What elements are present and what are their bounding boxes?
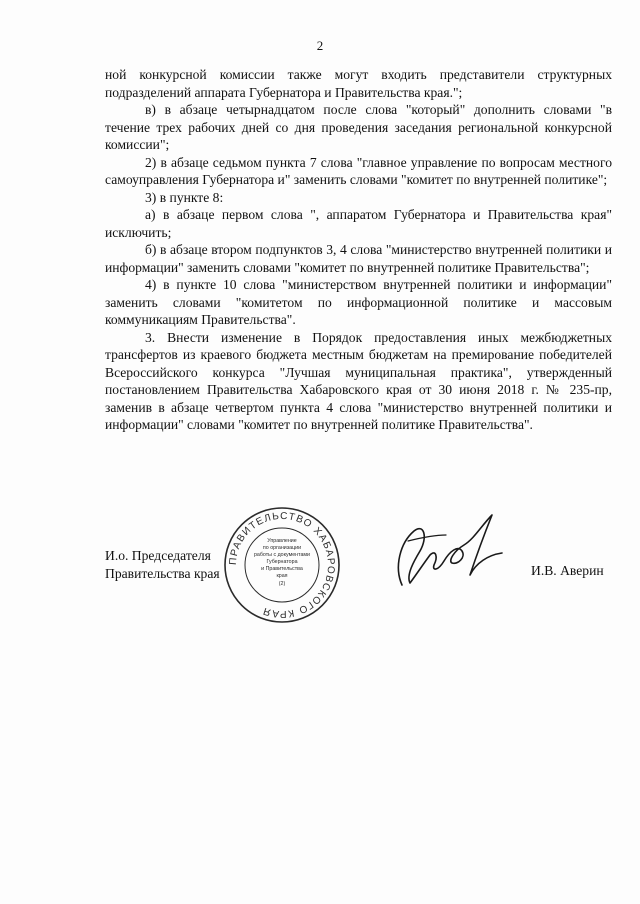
document-body xyxy=(105,66,612,434)
stamp-center-line: Управление xyxy=(267,538,297,544)
stamp-center-line: Губернатора xyxy=(266,559,298,565)
paragraph: 3. Внести изменение в Порядок предоставления иных межбюджетных трансфертов из краевого бюджета местным бюджетам на премирование победителей Всероссийского конкурса "Лучшая муниципальная практика", утвержденный постановлением Правительства Хабаровского края от 30 июня 2018 г. № 235-пр, заменив в абзаце четвертом пункта 4 слова "министерство внутренней политики и информации" словами "комитет по внутренней политике Правительства". xyxy=(105,329,612,432)
stamp-center-line: по организации xyxy=(262,545,302,551)
signatory-position xyxy=(105,547,220,582)
stamp-center-line: (2) xyxy=(278,581,286,587)
paragraph: б) в абзаце втором подпунктов 3, 4 слова "министерство внутренней политики и информации" заменить словами "комитет по внутренней политике Правительства"; xyxy=(105,242,612,275)
paragraph: 3) в пункте 8: xyxy=(145,189,224,205)
stamp-ring-text: ПРАВИТЕЛЬСТВО ХАБАРОВСКОГО КРАЯ xyxy=(227,510,337,620)
paragraph: 2) в абзаце седьмом пункта 7 слова "главное управление по вопросам местного самоуправления Губернатора и" заменить словами "комитет по внутренней политике"; xyxy=(105,154,612,187)
signatory-position-line: И.о. Председателя xyxy=(105,548,211,563)
paragraph: в) в абзаце четырнадцатом после слова "который" дополнить словами "в течение трех рабочих дней со дня проведения заседания региональной конкурсной комиссии"; xyxy=(105,102,612,152)
stamp-center-line: работы с документами xyxy=(253,552,311,558)
official-stamp xyxy=(222,505,342,625)
paragraph: ной конкурсной комиссии также могут входить представители структурных подразделений аппарата Губернатора и Правительства края."; xyxy=(105,67,612,100)
stamp-center-line: края xyxy=(276,573,288,579)
page-number: 2 xyxy=(316,38,324,53)
handwritten-signature xyxy=(380,505,520,595)
paragraph: а) в абзаце первом слова ", аппаратом Губернатора и Правительства края" исключить; xyxy=(105,207,612,240)
signatory-position-line: Правительства края xyxy=(105,565,220,581)
paragraph: 4) в пункте 10 слова "министерством внутренней политики и информации" заменить словами "комитетом по информационной политике и массовым коммуникациям Правительства". xyxy=(105,277,612,327)
signatory-name: И.В. Аверин xyxy=(531,563,604,578)
stamp-center-line: и Правительства xyxy=(261,566,303,572)
